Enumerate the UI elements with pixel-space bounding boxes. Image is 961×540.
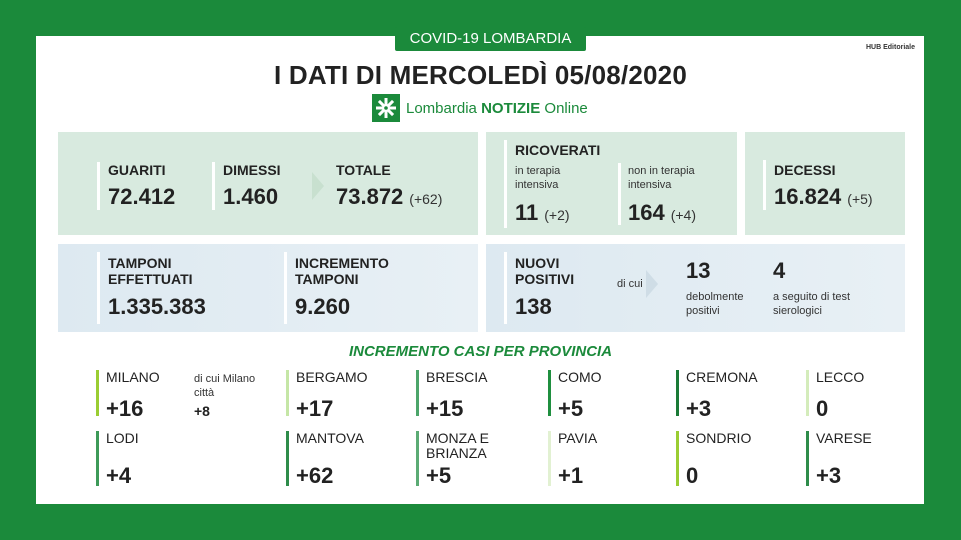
divider [212, 162, 215, 210]
province-value: 0 [686, 463, 699, 488]
divider [504, 252, 507, 324]
debolmente-value: 13 [686, 258, 711, 283]
province-name: VARESE [816, 430, 872, 446]
province-bar [548, 370, 551, 416]
divider [97, 162, 100, 210]
dicui-label: di cui [617, 278, 643, 290]
nuovi-label: NUOVI POSITIVI [515, 255, 575, 287]
province-value: +17 [296, 396, 334, 421]
incremento-value: 9.260 [295, 294, 351, 319]
province-name: CREMONA [686, 369, 758, 385]
divider [618, 163, 621, 225]
province-title: INCREMENTO CASI PER PROVINCIA [348, 343, 613, 360]
nti-label: non in terapia intensiva [628, 165, 695, 191]
province-name: MILANO [106, 369, 160, 385]
ti-label: in terapia intensiva [515, 165, 561, 191]
publisher-label: HUB Editoriale [865, 44, 915, 51]
lombardia-rose-icon [372, 94, 400, 122]
province-value: +5 [426, 463, 452, 488]
guariti-value: 72.412 [108, 184, 176, 209]
decessi-label: DECESSI [774, 162, 836, 178]
sierologici-value: 4 [773, 258, 786, 283]
province-name: BRESCIA [426, 369, 488, 385]
province-value: +4 [106, 463, 132, 488]
province-bar [676, 370, 679, 416]
sierologici-label: a seguito di test sierologici [773, 291, 851, 317]
province-name: MANTOVA [296, 430, 364, 446]
incremento-label: INCREMENTO TAMPONI [295, 255, 389, 287]
ti-value: 11 (+2) [515, 200, 570, 225]
province-bar [96, 370, 99, 416]
tamponi-value: 1.335.383 [108, 294, 206, 319]
decessi-value: 16.824 (+5) [774, 184, 873, 209]
debolmente-label: debolmente positivi [686, 291, 744, 317]
guariti-label: GUARITI [108, 162, 166, 178]
province-bar [806, 370, 809, 416]
totale-label: TOTALE [336, 162, 391, 178]
province-name: COMO [558, 369, 602, 385]
province-bar [676, 431, 679, 486]
province-name: MONZA E BRIANZA [426, 430, 490, 461]
province-bar [806, 431, 809, 486]
province-name: PAVIA [558, 430, 598, 446]
province-value: +62 [296, 463, 334, 488]
dimessi-value: 1.460 [223, 184, 279, 209]
province-bar [416, 431, 419, 486]
nti-value: 164 (+4) [628, 200, 697, 225]
province-value: +5 [558, 396, 584, 421]
tamponi-label: TAMPONI EFFETTUATI [108, 255, 193, 287]
province-name: LECCO [816, 369, 865, 385]
dimessi-label: DIMESSI [223, 162, 281, 178]
province-value: +3 [816, 463, 842, 488]
province-name: BERGAMO [296, 369, 368, 385]
province-bar [416, 370, 419, 416]
province-value: +3 [686, 396, 712, 421]
arrow-right-icon [312, 172, 324, 200]
province-value: +1 [558, 463, 584, 488]
ricoverati-label: RICOVERATI [515, 142, 601, 158]
province-bar [286, 431, 289, 486]
province-bar [96, 431, 99, 486]
province-bar [548, 431, 551, 486]
milano-city-label: di cui Milano città [194, 373, 256, 399]
divider [97, 252, 100, 324]
page-title: I DATI DI MERCOLEDÌ 05/08/2020 [274, 60, 687, 90]
divider [763, 160, 766, 210]
arrow-right-icon [646, 270, 658, 298]
totale-value: 73.872 (+62) [336, 184, 443, 209]
divider [504, 140, 507, 228]
province-value: 0 [816, 396, 829, 421]
province-bar [286, 370, 289, 416]
nuovi-value: 138 [515, 294, 552, 319]
milano-city-value: +8 [194, 403, 210, 419]
province-name: LODI [106, 430, 139, 446]
logo-text: Lombardia NOTIZIE Online [406, 99, 588, 117]
province-value: +16 [106, 396, 144, 421]
brand-logo [372, 94, 588, 122]
province-value: +15 [426, 396, 464, 421]
divider [284, 252, 287, 324]
province-name: SONDRIO [686, 430, 752, 446]
region-tag: COVID-19 LOMBARDIA [395, 27, 586, 51]
